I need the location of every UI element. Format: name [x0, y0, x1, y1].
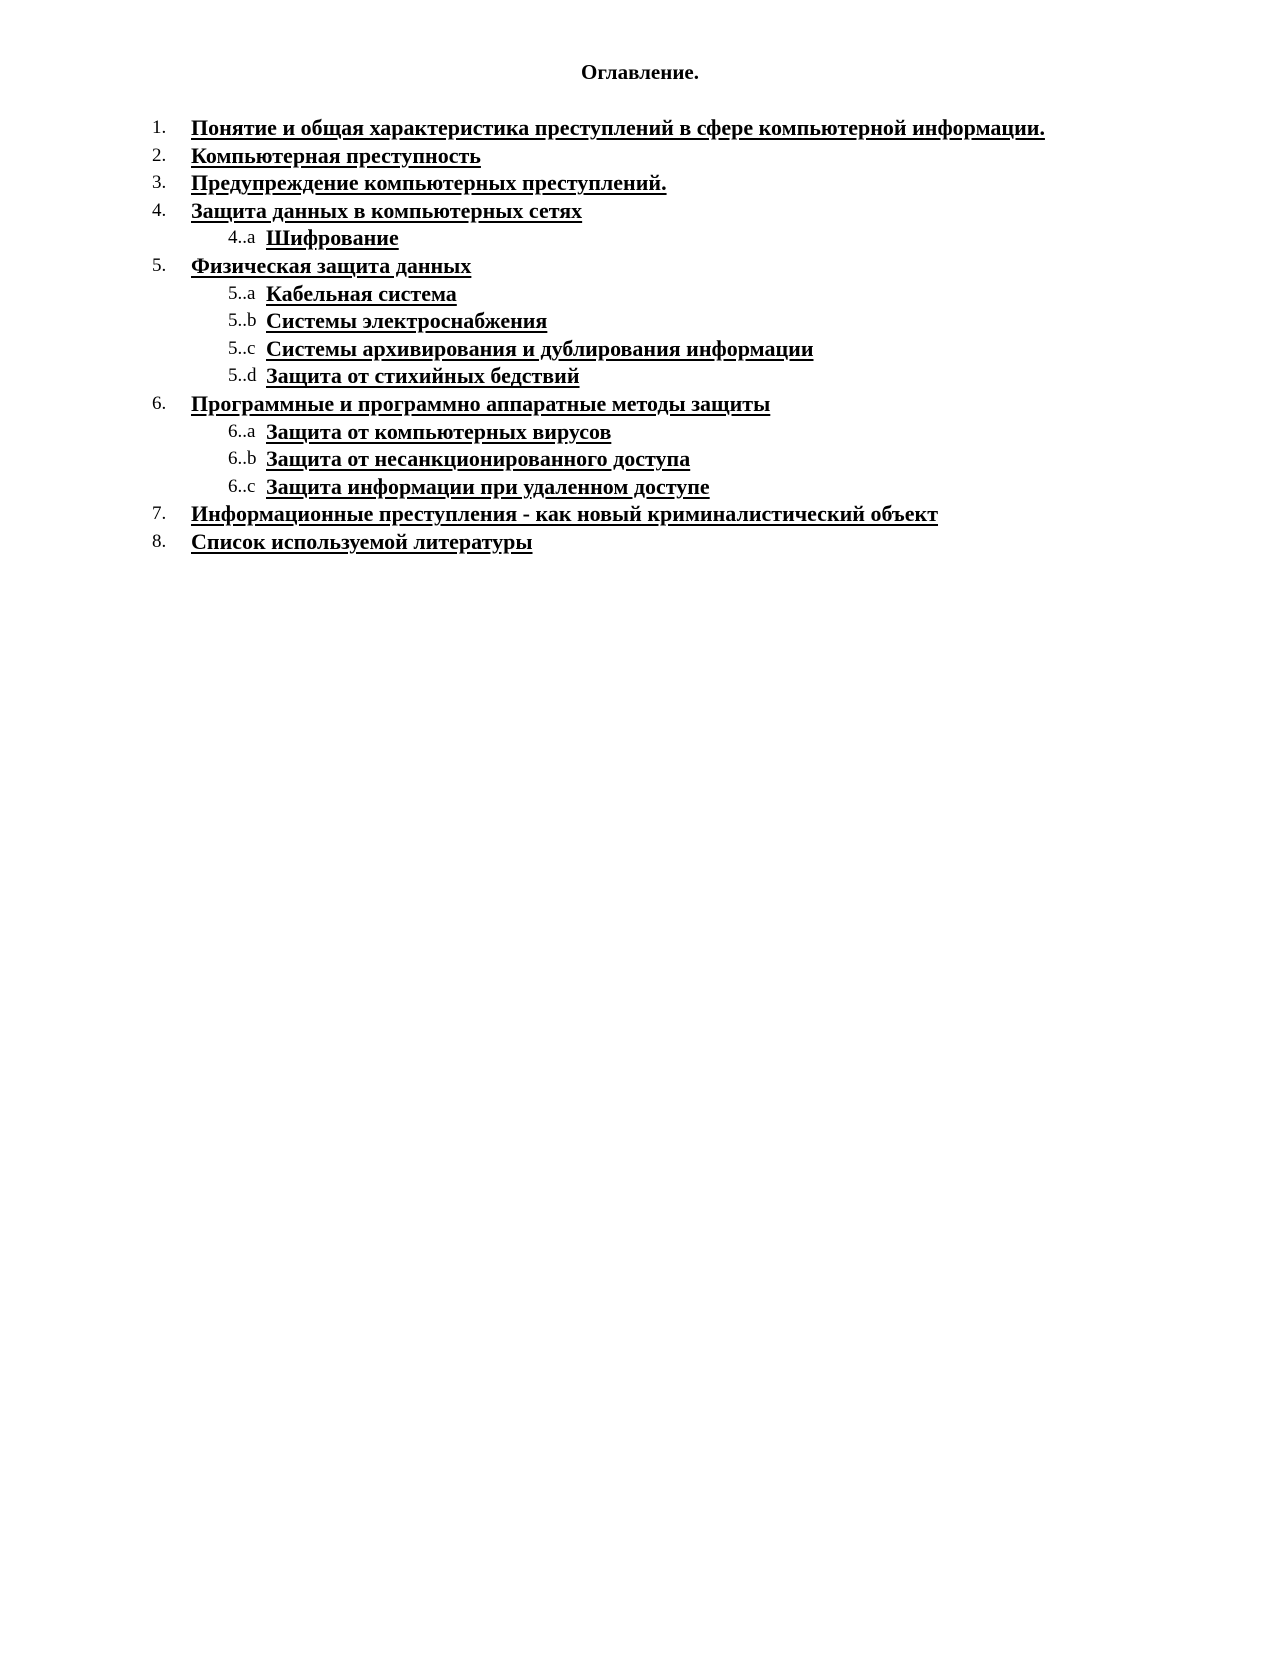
toc-item: [0, 114, 1280, 142]
toc-subitem: [0, 473, 1280, 501]
toc-subitem-number: 5..d: [228, 365, 257, 387]
toc-subitem: [0, 418, 1280, 446]
toc-item: [0, 252, 1280, 280]
toc-item: [0, 390, 1280, 418]
toc-item-number: 6.: [152, 392, 167, 414]
toc-subitem: [0, 224, 1280, 252]
toc-sublink[interactable]: Защита от несанкционированного доступа: [266, 446, 691, 472]
toc-item-number: 2.: [152, 144, 167, 166]
toc-link[interactable]: Защита данных в компьютерных сетях: [191, 197, 583, 223]
toc-subitem: [0, 445, 1280, 473]
toc-subitem: [0, 280, 1280, 308]
toc-subitem: [0, 335, 1280, 363]
toc-sublink[interactable]: Системы электроснабжения: [266, 308, 548, 334]
toc-sublink[interactable]: Защита информации при удаленном доступе: [266, 473, 710, 499]
toc-subitem-number: 5..c: [228, 337, 256, 359]
toc-subitem-number: 6..b: [228, 448, 257, 470]
toc-subitem: [0, 362, 1280, 390]
toc-subitem: [0, 307, 1280, 335]
toc-item-number: 7.: [152, 503, 167, 525]
toc-item: [0, 169, 1280, 197]
toc-subitem-number: 5..a: [228, 282, 256, 304]
toc-subitem-number: 4..a: [228, 227, 256, 249]
toc-link[interactable]: Понятие и общая характеристика преступлений в сфере компьютерной информации.: [191, 115, 1045, 140]
toc-link[interactable]: Физическая защита данных: [191, 252, 472, 278]
toc-link[interactable]: Предупреждение компьютерных преступлений.: [191, 170, 667, 196]
toc-subitem-number: 6..a: [228, 420, 256, 442]
toc-link[interactable]: Список используемой литературы: [191, 528, 533, 554]
toc-item: [0, 500, 1280, 528]
toc-sublink[interactable]: Кабельная система: [266, 280, 457, 306]
toc-link[interactable]: Программные и программно аппаратные методы защиты: [191, 390, 771, 416]
toc-sublink[interactable]: Защита от стихийных бедствий: [266, 363, 580, 389]
toc-item-number: 8.: [152, 530, 167, 552]
toc-sublink[interactable]: Системы архивирования и дублирования информации: [266, 335, 814, 361]
toc-sublink[interactable]: Защита от компьютерных вирусов: [266, 418, 612, 444]
toc-link[interactable]: Информационные преступления - как новый криминалистический объект: [191, 501, 939, 527]
toc-link[interactable]: Компьютерная преступность: [191, 142, 481, 168]
toc-sublink[interactable]: Шифрование: [266, 225, 399, 251]
toc-item: [0, 528, 1280, 556]
toc-item-number: 3.: [152, 172, 167, 194]
toc-item-number: 5.: [152, 254, 167, 276]
toc-subitem-number: 5..b: [228, 310, 257, 332]
toc-item-number: 4.: [152, 199, 167, 221]
toc-title: Оглавление.: [580, 60, 700, 84]
table-of-contents: [0, 114, 1280, 556]
toc-item: [0, 197, 1280, 225]
toc-item: [0, 142, 1280, 170]
toc-item-number: 1.: [152, 117, 167, 138]
toc-subitem-number: 6..c: [228, 475, 256, 497]
